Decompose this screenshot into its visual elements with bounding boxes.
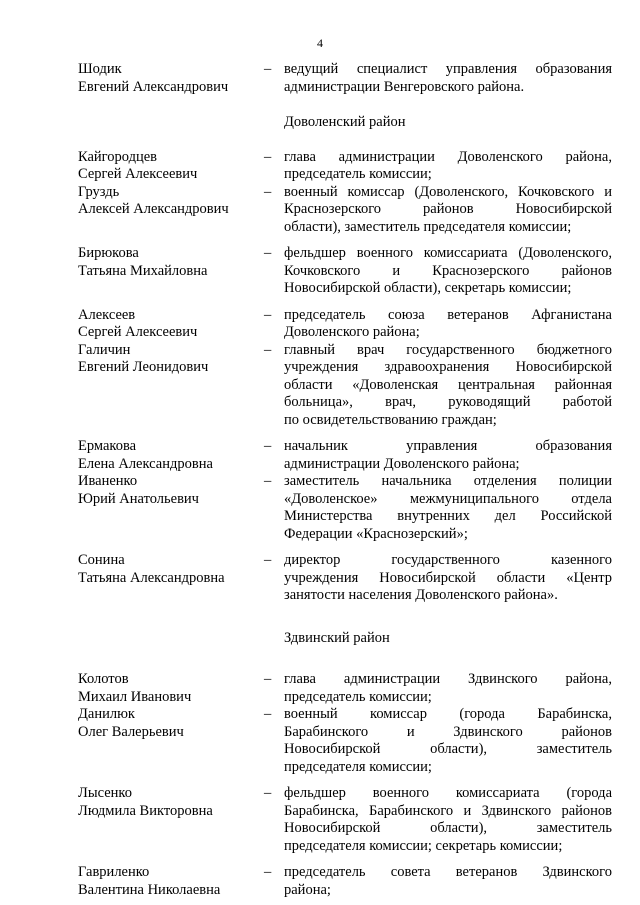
member-name [78,864,256,899]
surname: Иваненко [78,473,138,489]
member-entry [78,184,612,237]
surname: Галичин [78,341,131,358]
given-names: Сергей Алексеевич [78,166,198,182]
member-name [78,671,256,706]
member-entry [78,342,612,430]
surname: Ермакова [78,438,137,454]
member-role: начальник управления образования администрации Доволенского района; [284,438,612,472]
member-role: фельдшер военного комиссариата (города Барабинска, Барабинского и Здвинского районов Новосибирской области), заместитель председателя комиссии; секретарь комиссии; [284,785,612,854]
given-names: Елена Александровна [78,455,213,472]
member-role: директор государственного казенного учреждения Новосибирской области «Центр занятости населения Доволенского района». [284,552,612,603]
member-name [78,552,256,605]
member-name [78,184,256,237]
dash: – [264,61,272,77]
given-names: Алексей Александрович [78,201,229,217]
dash: – [264,785,272,801]
member-name [78,245,256,298]
member-entry [78,473,612,543]
member-role: ведущий специалист управления образования администрации Венгеровского района. [284,61,612,95]
dash: – [264,552,272,568]
given-names: Татьяна Александровна [78,569,225,586]
member-entry [78,149,612,184]
surname: Груздь [78,183,120,200]
member-name [78,149,256,184]
member-role: глава администрации Доволенского района, председатель комиссии; [284,148,612,182]
dash: – [264,341,272,358]
member-entry [78,438,612,473]
member-role: глава администрации Здвинского района, председатель комиссии; [284,671,612,705]
member-entry [78,785,612,855]
dash: – [264,438,272,454]
surname: Сонина [78,552,125,568]
section-title: Доволенский район [284,114,406,130]
member-role: заместитель начальника отделения полиции «Доволенское» межмуниципального отдела Министерства внутренних дел Российской Федерации «Краснозерский»; [284,473,612,542]
member-entry [78,706,612,776]
given-names: Валентина Николаевна [78,881,221,898]
dash: – [264,864,272,880]
member-role: военный комиссар (Доволенского, Кочковского и Краснозерского районов Новосибирской области), заместитель председателя комиссии; [284,183,612,235]
member-role: военный комиссар (города Барабинска, Барабинского и Здвинского районов Новосибирской области), заместитель председателя комиссии; [284,706,612,775]
surname: Шодик [78,61,122,77]
given-names: Евгений Александрович [78,78,229,95]
member-name [78,61,256,96]
member-name [78,438,256,473]
given-names: Сергей Алексеевич [78,324,198,340]
given-names: Людмила Викторовна [78,802,213,819]
given-names: Михаил Иванович [78,688,192,705]
document-body [78,61,612,899]
member-role: главный врач государственного бюджетного учреждения здравоохранения Новосибирской области «Доволенская центральная районная больница», врач, руководящий работой по освидетельствованию граждан; [284,341,612,428]
surname: Колотов [78,671,129,687]
surname: Лысенко [78,785,132,801]
member-entry [78,245,612,298]
given-names: Олег Валерьевич [78,723,184,740]
member-entry [78,864,612,899]
dash: – [264,245,272,261]
given-names: Юрий Анатольевич [78,490,199,507]
dash: – [264,306,272,323]
member-entry [78,552,612,605]
dash: – [264,183,272,200]
member-entry [78,671,612,706]
surname: Бирюкова [78,245,139,261]
section-doval-list [78,149,612,605]
surname: Алексеев [78,306,136,323]
member-role: фельдшер военного комиссариата (Доволенского, Кочковского и Краснозерского районов Новосибирской области), секретарь комиссии; [284,245,612,296]
dash: – [264,473,272,489]
dash: – [264,706,272,722]
member-name [78,342,256,430]
member-name [78,785,256,855]
member-entry [78,61,612,96]
member-role: председатель совета ветеранов Здвинского района; [284,864,612,898]
dash: – [264,671,272,687]
section-zdvin-list [78,671,612,899]
given-names: Евгений Леонидович [78,359,209,375]
member-name [78,473,256,543]
surname: Гавриленко [78,864,150,880]
member-entry [78,307,612,342]
member-name [78,706,256,776]
member-role: председатель союза ветеранов Афганистана Доволенского района; [284,306,612,340]
surname: Данилюк [78,706,135,722]
dash: – [264,148,272,165]
surname: Кайгородцев [78,148,158,165]
given-names: Татьяна Михайловна [78,262,208,279]
page-number: 4 [317,36,323,50]
section-title: Здвинский район [284,629,390,646]
member-name [78,307,256,342]
